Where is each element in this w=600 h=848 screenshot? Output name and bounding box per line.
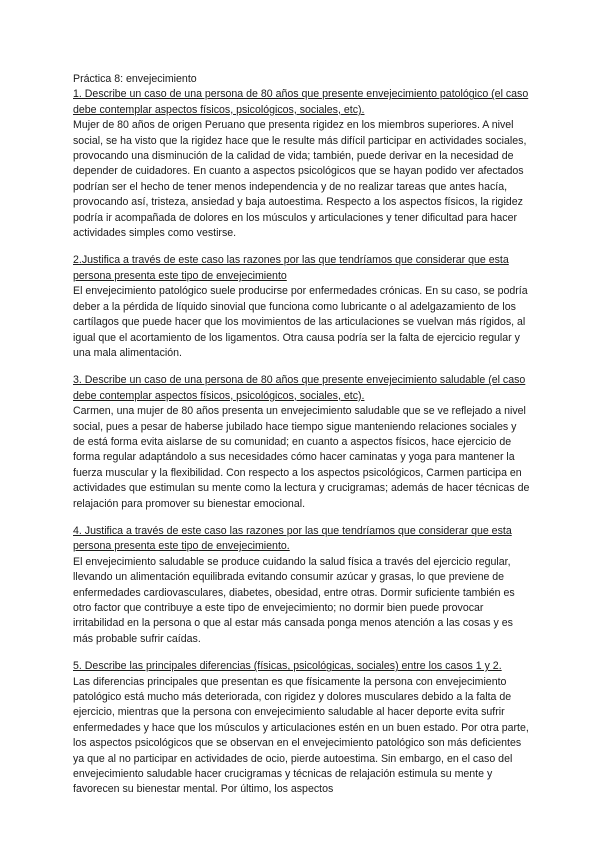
question-2: 2.Justifica a través de este caso las razones por las que tendríamos que considerar que esta persona presenta este tipo de envejecimiento (73, 254, 509, 282)
answer-4: El envejecimiento saludable se produce cuidando la salud física a través del ejercicio regular, llevando un alimentación equilibrada evitando consumir azúcar y grasas, lo que previene de enfermedades cardiovasculares, diabetes, obesidad, entre otras. Dormir suficiente también es otro factor que contribuye a este tipo de envejecimiento; no dormir bien puede provocar irritabilidad en la persona o que al estar más cansada ponga menos atención a las cosas y es más probable sufrir caídas. (73, 555, 515, 645)
question-4: 4. Justifica a través de este caso las razones por las que tendríamos que considerar que esta persona presenta este tipo de envejecimiento. (73, 524, 512, 553)
document-title: Práctica 8: envejecimiento (73, 73, 197, 85)
section-4 (73, 524, 531, 647)
question-3: 3. Describe un caso de una persona de 80 años que presente envejecimiento saludable (el caso debe contemplar aspectos físicos, psicológicos, sociales, etc). (73, 374, 526, 402)
section-2 (73, 253, 531, 361)
section-5 (73, 659, 531, 798)
question-5: 5. Describe las principales diferencias (físicas, psicológicas, sociales) entre los casos 1 y 2. (73, 660, 502, 673)
answer-3: Carmen, una mujer de 80 años presenta un envejecimiento saludable que se ve reflejado a nivel social, pues a pesar de haberse jubilado hace tiempo sigue manteniendo relaciones sociales y de está forma evita aislarse de su comunidad; en cuanto a aspectos físicos, hace ejercicio de forma regular adaptándolo a sus necesidades cómo hacer caminatas y yoga para mantener la fuerza muscular y la flexibilidad. Con respecto a los aspectos psicológicos, Carmen participa en actividades que estimulan su mente como la lectura y crucigramas; además de hacer técnicas de relajación para promover su bienestar emocional. (73, 405, 530, 510)
answer-2: El envejecimiento patológico suele producirse por enfermedades crónicas. En su caso, se podría deber a la pérdida de líquido sinovial que funciona como lubricante o al adelgazamiento de los cartílagos que puede hacer que los movimientos de las articulaciones se vuelvan más rígidos, al igual que el acortamiento de los ligamentos. Otra causa podría ser la falta de ejercicio regular y una mala alimentación. (73, 285, 528, 359)
answer-1: Mujer de 80 años de origen Peruano que presenta rigidez en los miembros superiores. A nivel social, se ha visto que la rigidez hace que le resulte más difícil participar en actividades sociales, provocando una disminución de la calidad de vida; también, puede derivar en la necesidad de depender de cuidadores. En cuanto a aspectos psicológicos que se hayan podido ver afectados podrían ser el hecho de tener menos independencia y de no realizar tareas que antes hacía, provocando así, tristeza, ansiedad y baja autoestima. Respecto a los aspectos físicos, la rigidez podría ir acompañada de dolores en los músculos y articulaciones y tener dificultad para hacer actividades simples como vestirse. (73, 119, 527, 240)
section-1 (73, 87, 531, 241)
answer-5: Las diferencias principales que presentan es que físicamente la persona con envejecimiento patológico está mucho más deteriorada, con rigidez y dolores musculares debido a la falta de ejercicio, mientras que la persona con envejecimiento saludable al hacer deporte evita sufrir enfermedades y hace que los músculos y articulaciones estén en un buen estado. Por otra parte, los aspectos psicológicos que se observan en el envejecimiento patológico son más deficientes ya que al no participar en actividades de ocio, pierde autoestima. Sin embargo, en el caso del envejecimiento saludable hacer crucigramas y técnicas de relajación estimula su mente y favorecen su bienestar mental. Por último, los aspectos (73, 675, 529, 796)
document-content (73, 72, 531, 810)
question-1: 1. Describe un caso de una persona de 80 años que presente envejecimiento patológico (el caso debe contemplar aspectos físicos, psicológicos, sociales, etc). (73, 88, 529, 116)
section-3 (73, 373, 531, 512)
